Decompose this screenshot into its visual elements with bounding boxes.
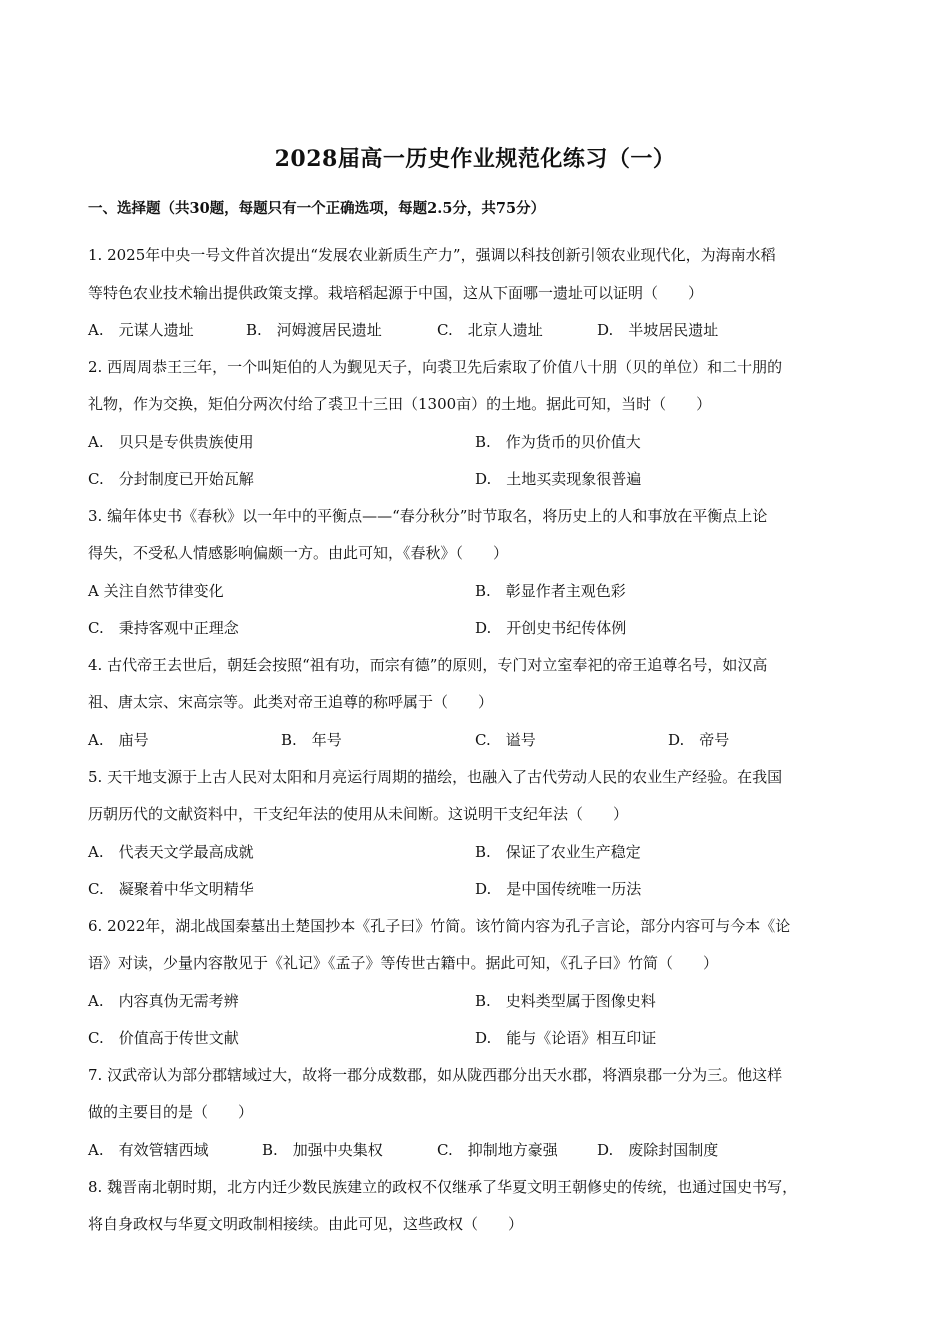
question-4-option-b: B. 年号 <box>281 731 342 749</box>
question-1-option-c: C. 北京人遗址 <box>437 321 543 339</box>
question-4-line-1: 4. 古代帝王去世后，朝廷会按照“祖有功，而宗有德”的原则，专门对立室奉祀的帝王追尊名号，如汉高 <box>88 656 768 674</box>
question-5-line-1: 5. 天干地支源于上古人民对太阳和月亮运行周期的描绘，也融入了古代劳动人民的农业生产经验。在我国 <box>88 768 783 786</box>
question-6-option-d: D. 能与《论语》相互印证 <box>475 1029 657 1047</box>
question-3-option-a: A 关注自然节律变化 <box>88 582 224 600</box>
question-7-option-b: B. 加强中央集权 <box>262 1141 383 1159</box>
page-title: 2028届高一历史作业规范化练习（一） <box>274 146 676 172</box>
question-1-option-d: D. 半坡居民遗址 <box>597 321 719 339</box>
question-7-option-a: A. 有效管辖西域 <box>88 1141 209 1159</box>
question-3-option-d: D. 开创史书纪传体例 <box>475 619 627 637</box>
question-6-option-c: C. 价值高于传世文献 <box>88 1029 239 1047</box>
question-5-option-a: A. 代表天文学最高成就 <box>88 843 254 861</box>
question-8-line-2: 将自身政权与华夏文明政制相接续。由此可见，这些政权（ ） <box>88 1215 524 1233</box>
question-4-option-d: D. 帝号 <box>668 731 730 749</box>
question-2-option-a: A. 贝只是专供贵族使用 <box>88 433 254 451</box>
question-6-option-b: B. 史料类型属于图像史料 <box>475 992 656 1010</box>
section-heading: 一、选择题（共30题，每题只有一个正确选项，每题2.5分，共75分） <box>88 200 546 217</box>
question-3-line-2: 得失，不受私人情感影响偏颇一方。由此可知，《春秋》（ ） <box>88 544 509 562</box>
question-2-line-2: 礼物，作为交换，矩伯分两次付给了裘卫十三田（1300亩）的土地。据此可知，当时（ ） <box>88 395 712 413</box>
question-6-option-a: A. 内容真伪无需考辨 <box>88 992 239 1010</box>
question-2-option-c: C. 分封制度已开始瓦解 <box>88 470 254 488</box>
question-4-option-a: A. 庙号 <box>88 731 149 749</box>
question-3-option-c: C. 秉持客观中正理念 <box>88 619 239 637</box>
question-7-line-1: 7. 汉武帝认为部分郡辖域过大，故将一郡分成数郡，如从陇西郡分出天水郡，将酒泉郡一分为三。他这样 <box>88 1066 783 1084</box>
question-2-option-d: D. 土地买卖现象很普遍 <box>475 470 642 488</box>
question-1-line-2: 等特色农业技术输出提供政策支撑。栽培稻起源于中国，这从下面哪一遗址可以证明（ ） <box>88 284 704 302</box>
question-1-option-a: A. 元谋人遗址 <box>88 321 194 339</box>
question-3-line-1: 3. 编年体史书《春秋》以一年中的平衡点——“春分秋分”时节取名，将历史上的人和事放在平衡点上论 <box>88 507 768 525</box>
question-5-option-c: C. 凝聚着中华文明精华 <box>88 880 254 898</box>
question-8-line-1: 8. 魏晋南北朝时期，北方内迁少数民族建立的政权不仅继承了华夏文明王朝修史的传统，也通过国史书写， <box>88 1178 798 1196</box>
question-4-line-2: 祖、唐太宗、宋高宗等。此类对帝王追尊的称呼属于（ ） <box>88 693 494 711</box>
question-7-option-d: D. 废除封国制度 <box>597 1141 719 1159</box>
question-6-line-2: 语》对读，少量内容散见于《礼记》《孟子》等传世古籍中。据此可知，《孔子曰》竹简（ ） <box>88 954 719 972</box>
question-7-line-2: 做的主要目的是（ ） <box>88 1103 254 1121</box>
question-5-option-d: D. 是中国传统唯一历法 <box>475 880 642 898</box>
question-6-line-1: 6. 2022年，湖北战国秦墓出土楚国抄本《孔子曰》竹简。该竹简内容为孔子言论，部分内容可与今本《论 <box>88 917 791 935</box>
question-5-line-2: 历朝历代的文献资料中，干支纪年法的使用从未间断。这说明干支纪年法（ ） <box>88 805 629 823</box>
question-1-line-1: 1. 2025年中央一号文件首次提出“发展农业新质生产力”，强调以科技创新引领农业现代化，为海南水稻 <box>88 246 776 264</box>
question-5-option-b: B. 保证了农业生产稳定 <box>475 843 641 861</box>
question-1-option-b: B. 河姆渡居民遗址 <box>246 321 382 339</box>
question-7-option-c: C. 抑制地方豪强 <box>437 1141 558 1159</box>
question-3-option-b: B. 彰显作者主观色彩 <box>475 582 626 600</box>
question-2-option-b: B. 作为货币的贝价值大 <box>475 433 641 451</box>
question-4-option-c: C. 谥号 <box>475 731 536 749</box>
question-2-line-1: 2. 西周周恭王三年，一个叫矩伯的人为觐见天子，向裘卫先后索取了价值八十朋（贝的单位）和二十朋的 <box>88 358 783 376</box>
